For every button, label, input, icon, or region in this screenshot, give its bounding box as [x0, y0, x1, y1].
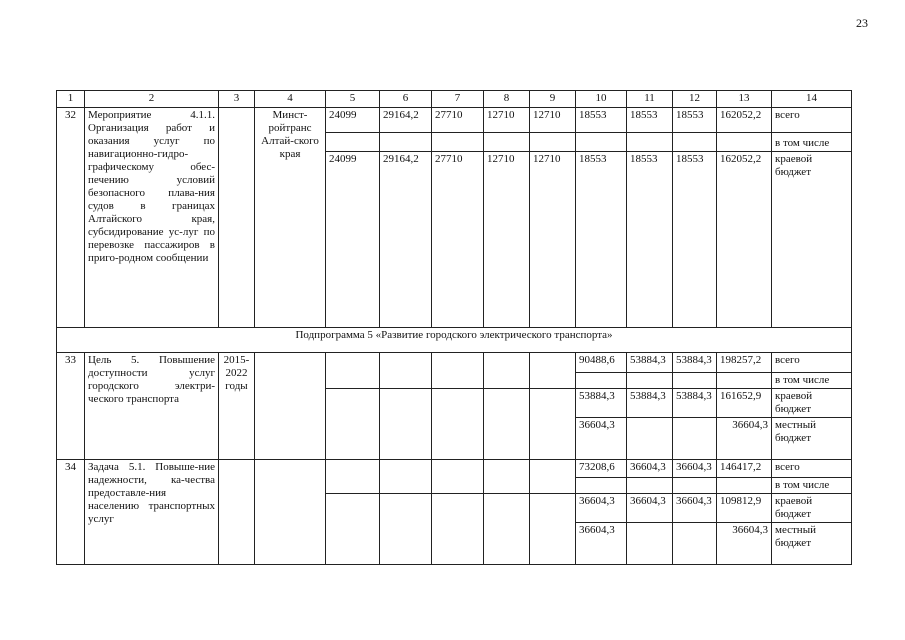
- cell-value: 109812,9: [717, 494, 772, 523]
- cell-value: 12710: [530, 152, 576, 328]
- subprogram-title: Подпрограмма 5 «Развитие городского электрического транспорта»: [57, 328, 852, 353]
- cell-value: [326, 133, 380, 152]
- cell-value: [673, 478, 717, 494]
- cell-value: 29164,2: [380, 152, 432, 328]
- cell-label: в том числе: [772, 373, 852, 389]
- row-period: [219, 108, 255, 328]
- column-header: 8: [484, 91, 530, 108]
- empty-cell: [432, 353, 484, 389]
- cell-value: [627, 373, 673, 389]
- cell-label: краевой бюджет: [772, 389, 852, 418]
- cell-value: 36604,3: [717, 523, 772, 565]
- cell-value: [576, 373, 627, 389]
- page-number: 23: [856, 16, 868, 30]
- cell-value: 12710: [484, 108, 530, 133]
- cell-value: [576, 478, 627, 494]
- cell-label: местный бюджет: [772, 418, 852, 460]
- cell-label: краевой бюджет: [772, 152, 852, 328]
- cell-value: [673, 523, 717, 565]
- cell-value: 73208,6: [576, 460, 627, 478]
- row-number: 34: [57, 460, 85, 565]
- empty-cell: [530, 494, 576, 565]
- program-table: [56, 90, 852, 565]
- row-number: 32: [57, 108, 85, 328]
- cell-value: [673, 133, 717, 152]
- cell-value: 161652,9: [717, 389, 772, 418]
- row-executor: [255, 460, 326, 565]
- cell-label: всего: [772, 108, 852, 133]
- column-header: 4: [255, 91, 326, 108]
- cell-value: [717, 478, 772, 494]
- cell-value: [380, 133, 432, 152]
- table-row: [57, 460, 852, 478]
- cell-value: 18553: [673, 152, 717, 328]
- cell-value: 53884,3: [627, 353, 673, 373]
- empty-cell: [380, 353, 432, 389]
- row-name: Цель 5. Повышение доступности услуг городского электри-ческого транспорта: [85, 353, 219, 460]
- cell-value: 36604,3: [673, 460, 717, 478]
- table-row: [57, 353, 852, 373]
- empty-cell: [432, 494, 484, 565]
- empty-cell: [484, 389, 530, 460]
- empty-cell: [530, 353, 576, 389]
- cell-value: 90488,6: [576, 353, 627, 373]
- cell-value: [576, 133, 627, 152]
- subprogram-row: [57, 328, 852, 353]
- row-name: Задача 5.1. Повыше-ние надежности, ка-чества предоставле-ния населению транспортных услуг: [85, 460, 219, 565]
- cell-value: 36604,3: [627, 460, 673, 478]
- cell-value: 24099: [326, 152, 380, 328]
- cell-value: [717, 373, 772, 389]
- cell-value: 36604,3: [627, 494, 673, 523]
- cell-value: [484, 133, 530, 152]
- empty-cell: [380, 389, 432, 460]
- row-executor: Минст-ройтранс Алтай-ского края: [255, 108, 326, 328]
- cell-value: [627, 133, 673, 152]
- column-header: 5: [326, 91, 380, 108]
- empty-cell: [326, 460, 380, 494]
- column-header: 9: [530, 91, 576, 108]
- empty-cell: [484, 353, 530, 389]
- empty-cell: [484, 494, 530, 565]
- column-header: 7: [432, 91, 484, 108]
- cell-value: 12710: [530, 108, 576, 133]
- cell-value: 53884,3: [627, 389, 673, 418]
- cell-value: 146417,2: [717, 460, 772, 478]
- cell-label: в том числе: [772, 478, 852, 494]
- empty-cell: [530, 460, 576, 494]
- column-header: 13: [717, 91, 772, 108]
- row-name: Мероприятие 4.1.1. Организация работ и оказания услуг по навигационно-гидро-графическому обес-печению условий безопасного плава-ния судов в границах Алтайского края, субсидирование ус-луг по перевозке пассажиров в приго-родном сообщении: [85, 108, 219, 328]
- cell-value: [673, 418, 717, 460]
- column-header: 11: [627, 91, 673, 108]
- cell-value: 36604,3: [576, 494, 627, 523]
- column-header: 12: [673, 91, 717, 108]
- row-executor: [255, 353, 326, 460]
- cell-value: [627, 523, 673, 565]
- cell-value: 24099: [326, 108, 380, 133]
- cell-value: 36604,3: [576, 418, 627, 460]
- empty-cell: [432, 460, 484, 494]
- cell-value: 36604,3: [576, 523, 627, 565]
- cell-value: [530, 133, 576, 152]
- cell-value: [627, 478, 673, 494]
- cell-value: 198257,2: [717, 353, 772, 373]
- column-header: 3: [219, 91, 255, 108]
- cell-value: 53884,3: [576, 389, 627, 418]
- row-period: 2015-2022 годы: [219, 353, 255, 460]
- empty-cell: [432, 389, 484, 460]
- cell-value: 29164,2: [380, 108, 432, 133]
- empty-cell: [326, 494, 380, 565]
- cell-value: [432, 133, 484, 152]
- column-header: 2: [85, 91, 219, 108]
- cell-value: 18553: [576, 152, 627, 328]
- row-period: [219, 460, 255, 565]
- cell-label: в том числе: [772, 133, 852, 152]
- column-header: 10: [576, 91, 627, 108]
- cell-value: 27710: [432, 152, 484, 328]
- empty-cell: [380, 494, 432, 565]
- empty-cell: [326, 389, 380, 460]
- cell-label: всего: [772, 460, 852, 478]
- column-header: 14: [772, 91, 852, 108]
- cell-value: 18553: [673, 108, 717, 133]
- column-header: 1: [57, 91, 85, 108]
- cell-label: краевой бюджет: [772, 494, 852, 523]
- cell-value: 18553: [576, 108, 627, 133]
- empty-cell: [484, 460, 530, 494]
- column-header: 6: [380, 91, 432, 108]
- cell-value: [627, 418, 673, 460]
- cell-value: 53884,3: [673, 389, 717, 418]
- empty-cell: [326, 353, 380, 389]
- cell-value: 53884,3: [673, 353, 717, 373]
- cell-value: 18553: [627, 152, 673, 328]
- cell-value: [673, 373, 717, 389]
- cell-value: 12710: [484, 152, 530, 328]
- cell-value: 36604,3: [717, 418, 772, 460]
- table-row: [57, 108, 852, 133]
- header-row: [57, 91, 852, 108]
- cell-value: [717, 133, 772, 152]
- cell-value: 27710: [432, 108, 484, 133]
- empty-cell: [380, 460, 432, 494]
- cell-value: 18553: [627, 108, 673, 133]
- cell-label: местный бюджет: [772, 523, 852, 565]
- cell-value: 162052,2: [717, 152, 772, 328]
- cell-value: 162052,2: [717, 108, 772, 133]
- cell-label: всего: [772, 353, 852, 373]
- row-number: 33: [57, 353, 85, 460]
- empty-cell: [530, 389, 576, 460]
- cell-value: 36604,3: [673, 494, 717, 523]
